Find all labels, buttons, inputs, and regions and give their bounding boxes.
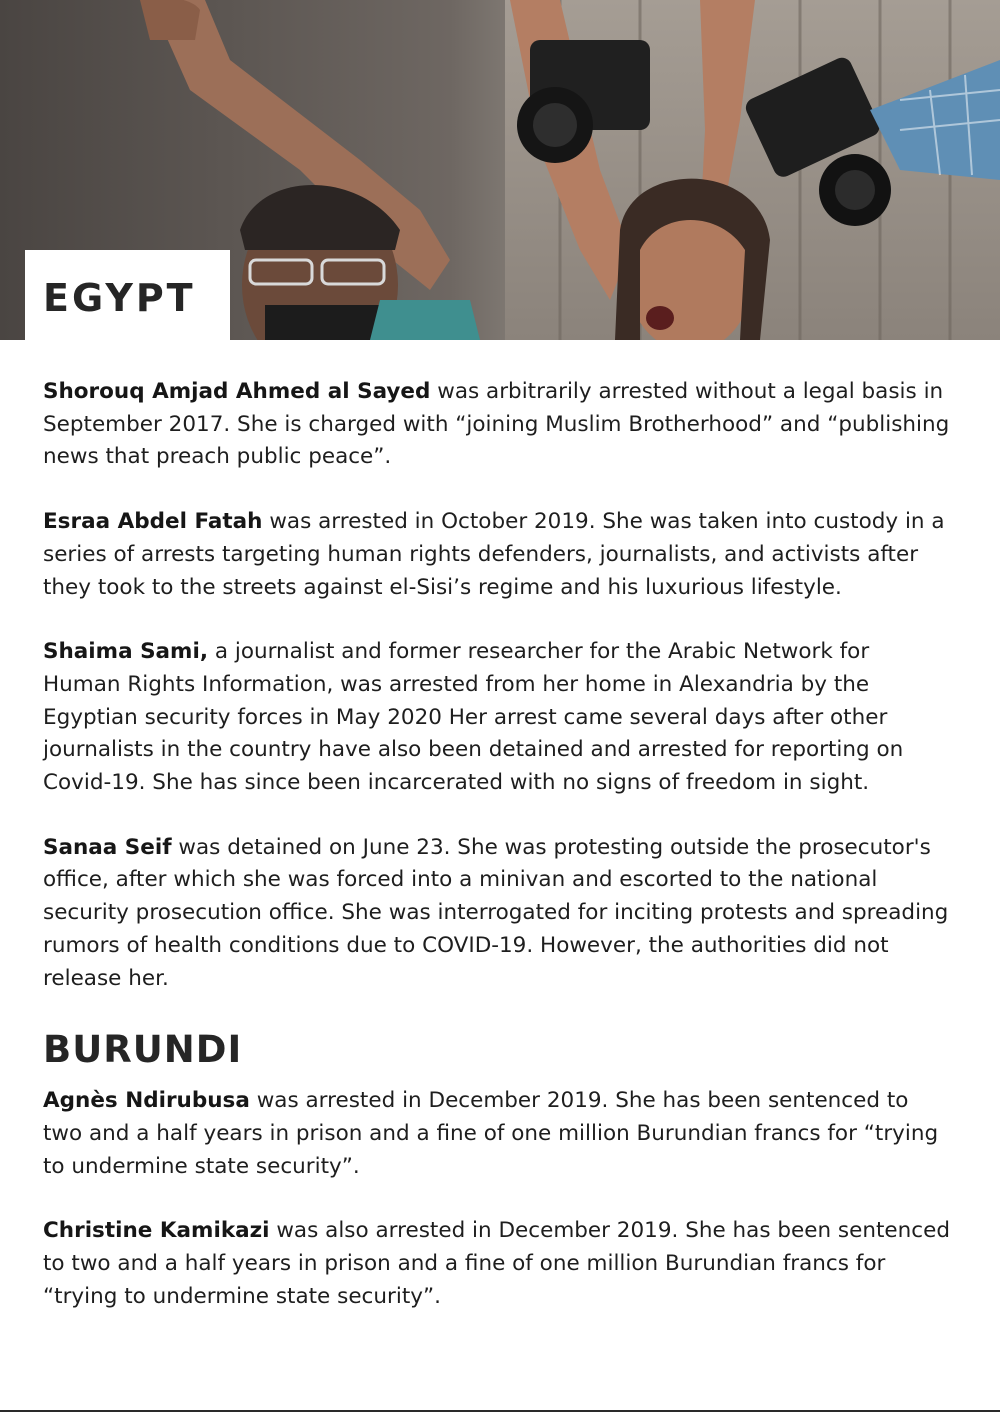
- person-name: Esraa Abdel Fatah: [43, 509, 263, 535]
- entry-text: was also arrested in December 2019. She has been sentenced to two and a half years in prison and a fine of one million Burundian francs for “trying to undermine state security”.: [43, 1218, 950, 1309]
- entry-text: was arrested in December 2019. She has been sentenced to two and a half years in prison and a fine of one million Burundian francs for “trying to undermine state security”.: [43, 1088, 939, 1179]
- country-label-egypt: EGYPT: [25, 250, 230, 340]
- entry-shaima: [43, 636, 953, 800]
- page-bottom-divider: [0, 1410, 1000, 1412]
- entry-text: was arbitrarily arrested without a legal basis in September 2017. She is charged with “joining Muslim Brotherhood” and “publishing news that preach public peace”.: [43, 379, 950, 470]
- entry-shorouq: [43, 376, 953, 474]
- person-name: Sanaa Seif: [43, 834, 172, 860]
- article-body: [43, 376, 953, 1345]
- entry-text: a journalist and former researcher for the Arabic Network for Human Rights Information, was arrested from her home in Alexandria by the Egyptian security forces in May 2020 Her arrest came several days after other journalists in the country have also been detained and arrested for reporting on Covid-19. She has since been incarcerated with no signs of freedom in sight.: [43, 639, 904, 796]
- entry-text: was arrested in October 2019. She was taken into custody in a series of arrests targeting human rights defenders, journalists, and activists after they took to the streets against el-Sisi’s regime and his luxurious lifestyle.: [43, 509, 945, 600]
- entry-agnes: [43, 1085, 953, 1183]
- hero-photo: [0, 0, 1000, 340]
- section-heading-burundi: BURUNDI: [43, 1028, 243, 1072]
- entry-esraa: [43, 506, 953, 604]
- person-name: Christine Kamikazi: [43, 1218, 270, 1244]
- entry-christine: [43, 1215, 953, 1313]
- person-name: Agnès Ndirubusa: [43, 1088, 250, 1114]
- person-name: Shaima Sami,: [43, 639, 208, 665]
- person-name: Shorouq Amjad Ahmed al Sayed: [43, 379, 431, 404]
- entry-sanaa: [43, 832, 953, 996]
- entry-text: was detained on June 23. She was protesting outside the prosecutor's office, after which she was forced into a minivan and escorted to the national security prosecution office. She was interrogated for inciting protests and spreading rumors of health conditions due to COVID-19. However, the authorities did not release her.: [43, 834, 949, 991]
